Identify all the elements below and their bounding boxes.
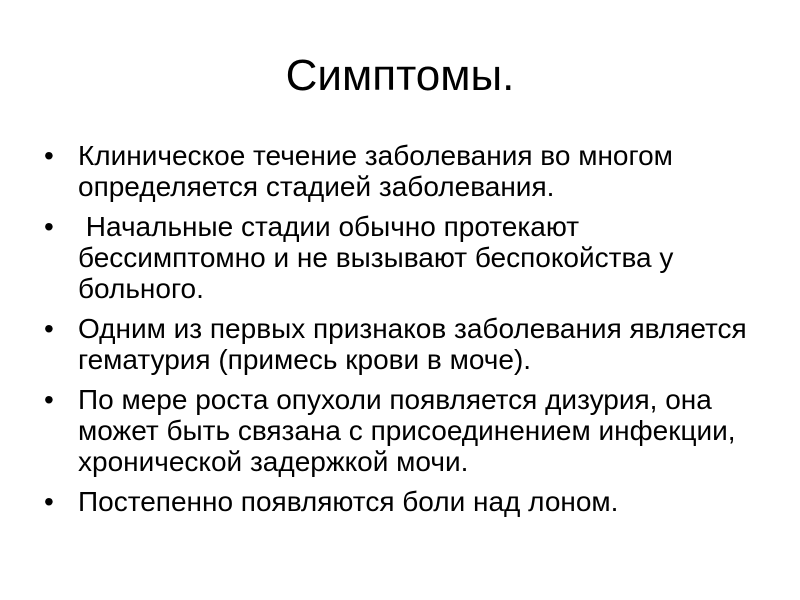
bullet-text: Постепенно появляются боли над лоном. bbox=[78, 486, 619, 517]
bullet-icon: • bbox=[44, 313, 54, 344]
bullet-list bbox=[40, 140, 760, 526]
bullet-text: По мере роста опухоли появляется дизурия, она может быть связана с присоединением инфекции, хронической задержкой мочи. bbox=[78, 384, 744, 477]
list-item bbox=[40, 211, 760, 304]
slide-title: Симптомы. bbox=[285, 51, 515, 100]
bullet-text: Одним из первых признаков заболевания является гематурия (примесь крови в моче). bbox=[78, 313, 755, 375]
bullet-icon: • bbox=[44, 211, 54, 242]
bullet-text: Начальные стадии обычно протекают бессимптомно и не вызывают беспокойства у больного. bbox=[78, 211, 682, 304]
bullet-icon: • bbox=[44, 384, 54, 415]
bullet-text: Клиническое течение заболевания во многом определяется стадией заболевания. bbox=[78, 140, 681, 202]
bullet-icon: • bbox=[44, 486, 54, 517]
list-item bbox=[40, 313, 760, 375]
list-item bbox=[40, 384, 760, 477]
list-item bbox=[40, 140, 760, 202]
list-item bbox=[40, 486, 760, 517]
bullet-icon: • bbox=[44, 140, 54, 171]
